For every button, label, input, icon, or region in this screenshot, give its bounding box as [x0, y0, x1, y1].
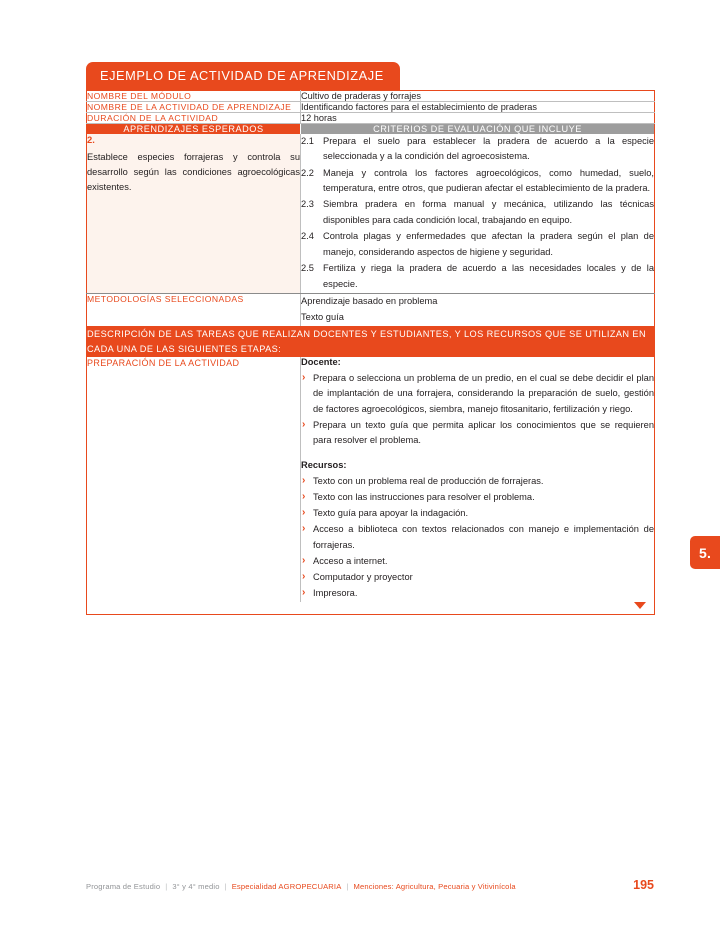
value-activity-name: Identificando factores para el establecimiento de praderas: [301, 101, 655, 112]
learning-objective-row: [87, 134, 655, 294]
card-title-tab: [86, 62, 400, 90]
continuation-arrow-wrap: [87, 602, 654, 614]
heading-docente: Docente:: [301, 357, 341, 368]
teacher-task-item: › Prepara un texto guía que permita aplicar los conocimientos que se requieren para resolver el problema.: [301, 418, 654, 448]
footer-program: Programa de Estudio: [86, 882, 161, 891]
chapter-tab-marker: [690, 536, 720, 569]
methodology-item: Aprendizaje basado en problema: [301, 296, 438, 307]
methodologies-row: [87, 294, 655, 327]
activity-card: [86, 62, 654, 615]
expected-learning-text: Establece especies forrajeras y controla su desarrollo según las condiciones agroecológicas existentes.: [87, 151, 300, 192]
table-row: [87, 90, 655, 101]
criterion-key: 2.4: [301, 231, 314, 242]
label-methodologies: METODOLOGÍAS SELECCIONADAS: [87, 294, 301, 327]
description-band-row: [87, 326, 655, 357]
heading-recursos: Recursos:: [301, 460, 347, 471]
criterion-item: [301, 166, 654, 197]
footer-separator-3: |: [346, 882, 349, 891]
footer-mentions: Menciones: Agricultura, Pecuaria y Vitivinícola: [353, 882, 516, 891]
chapter-tab-label: 5.: [698, 544, 712, 561]
activity-table: [86, 90, 655, 615]
resource-item: › Texto guía para apoyar la indagación.: [301, 506, 654, 521]
resource-item: › Impresora.: [301, 586, 654, 601]
criterion-text: Prepara el suelo para establecer la pradera de acuerdo a la especie seleccionada y a la condición del agroecosistema.: [323, 135, 654, 162]
expected-learning-cell: [87, 134, 301, 294]
footer-specialty: Especialidad AGROPECUARIA: [231, 882, 342, 891]
description-band-text: DESCRIPCIÓN DE LAS TAREAS QUE REALIZAN DOCENTES Y ESTUDIANTES, Y LOS RECURSOS QUE SE UTILIZAN EN CADA UNA DE LAS SIGUIENTES ETAPAS:: [87, 326, 655, 357]
chevron-down-icon: [634, 602, 646, 609]
criterion-text: Fertiliza y riega la pradera de acuerdo a las necesidades locales y de la especie.: [323, 263, 654, 289]
label-activity-duration: DURACIÓN DE LA ACTIVIDAD: [87, 112, 301, 123]
criterion-item: [301, 197, 654, 228]
criterion-key: 2.3: [301, 199, 314, 210]
value-methodologies: [301, 294, 655, 327]
preparation-content: [301, 357, 655, 602]
criteria-list: [301, 134, 654, 292]
header-expected-learnings: APRENDIZAJES ESPERADOS: [87, 123, 301, 134]
table-row: [87, 101, 655, 112]
preparation-row: [87, 357, 655, 602]
continuation-row: [87, 602, 655, 615]
teacher-task-list: [301, 371, 654, 448]
criterion-key: 2.1: [301, 135, 314, 146]
criterion-text: Controla plagas y enfermedades que afectan la pradera según el plan de manejo, considerando aspectos de higiene y seguridad.: [323, 231, 654, 257]
footer-separator-1: |: [165, 882, 168, 891]
label-preparation-stage: PREPARACIÓN DE LA ACTIVIDAD: [87, 357, 301, 602]
criterion-text: Maneja y controla los factores agroecológicos, como humedad, suelo, temperatura, entre otros, que pudieran afectar el establecimiento de la pradera.: [323, 167, 654, 194]
criterion-key: 2.5: [301, 263, 314, 274]
value-module-name: Cultivo de praderas y forrajes: [301, 90, 655, 101]
footer-level: 3° y 4° medio: [172, 882, 220, 891]
header-evaluation-criteria: CRITERIOS DE EVALUACIÓN QUE INCLUYE: [301, 123, 655, 134]
resource-item: › Texto con las instrucciones para resolver el problema.: [301, 490, 654, 505]
criterion-text: Siembra pradera en forma manual y mecánica, utilizando las técnicas disponibles para cada condición local, trabajando en equipo.: [323, 199, 654, 225]
criterion-item: [301, 261, 654, 292]
resources-list: [301, 474, 654, 601]
footer-separator-2: |: [224, 882, 227, 891]
card-title-text: EJEMPLO DE ACTIVIDAD DE APRENDIZAJE: [100, 68, 384, 83]
resource-item: › Acceso a internet.: [301, 554, 654, 569]
teacher-task-item: › Prepara o selecciona un problema de un predio, en el cual se debe decidir el plan de implantación de una forrajera, considerando la preparación de suelo, gestión de factores agroecológicos, siembra, manejo fitosanitario, fertilización y riego.: [301, 371, 654, 416]
methodology-item: Texto guía: [301, 312, 344, 322]
table-row: [87, 112, 655, 123]
resource-item: › Acceso a biblioteca con textos relacionados con manejo e implementación de forrajeras.: [301, 522, 654, 552]
evaluation-criteria-cell: [301, 134, 655, 294]
section-header-row: [87, 123, 655, 134]
page-number: 195: [633, 878, 654, 892]
continuation-cell: [87, 602, 655, 615]
label-activity-name: NOMBRE DE LA ACTIVIDAD DE APRENDIZAJE: [87, 101, 301, 112]
value-activity-duration: 12 horas: [301, 112, 655, 123]
page-footer: [86, 878, 654, 892]
criterion-key: 2.2: [301, 167, 314, 178]
criterion-item: [301, 229, 654, 260]
resource-item: › Computador y proyector: [301, 570, 654, 585]
resource-item: › Texto con un problema real de producción de forrajeras.: [301, 474, 654, 489]
criterion-item: [301, 134, 654, 165]
expected-learning-number: 2.: [87, 133, 95, 145]
label-module-name: NOMBRE DEL MÓDULO: [87, 90, 301, 101]
